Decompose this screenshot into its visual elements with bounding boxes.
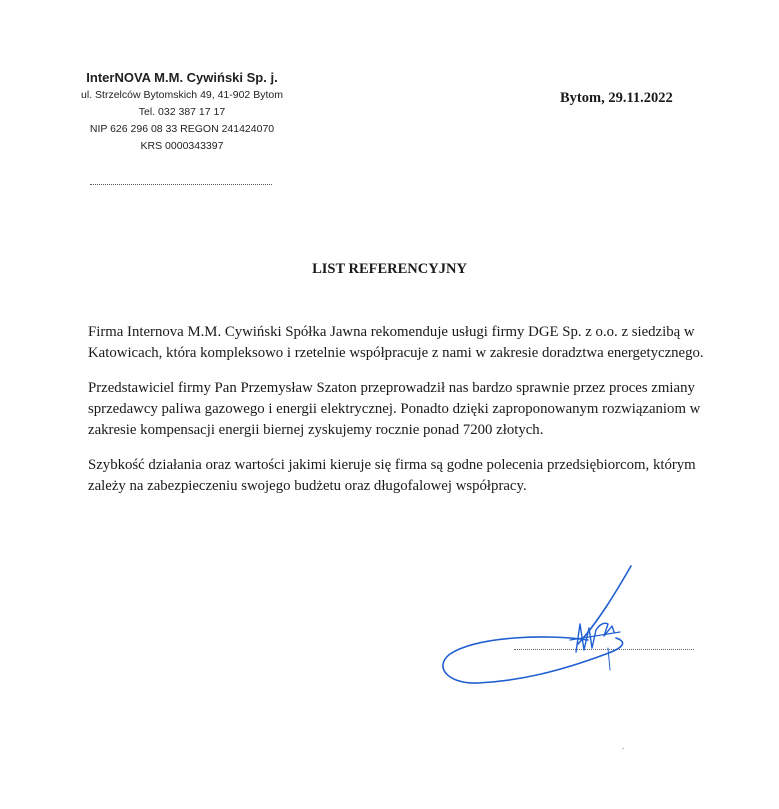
company-name: InterNOVA M.M. Cywiński Sp. j. [86, 70, 278, 85]
company-tax-ids: NIP 626 296 08 33 REGON 241424070 [89, 123, 275, 135]
signature-loop-stroke [443, 637, 623, 683]
sender-block [60, 70, 304, 155]
scan-mark [622, 748, 624, 749]
header-divider [90, 184, 272, 185]
place-and-date: Bytom, 29.11.2022 [560, 90, 673, 106]
letter-body [88, 322, 708, 511]
company-phone: Tel. 032 387 17 17 [138, 106, 226, 118]
handwritten-signature [438, 562, 698, 692]
letter-title: LIST REFERENCYJNY [312, 261, 467, 277]
paragraph-2: Przedstawiciel firmy Pan Przemysław Szaton przeprowadził nas bardzo sprawnie przez proces zmiany sprzedawcy paliwa gazowego i energii elektrycznej. Ponadto dzięki zaproponowanym rozwiązaniom w zakresie kompensacji energii biernej zyskujemy rocznie ponad 7200 złotych. [88, 380, 701, 438]
paragraph-1: Firma Internova M.M. Cywiński Spółka Jawna rekomenduje usługi firmy DGE Sp. z o.o. z siedzibą w Katowicach, która kompleksowo i rzetelnie współpracuje z nami w zakresie doradztwa energetycznego. [88, 324, 704, 361]
signature-tick-stroke [608, 648, 610, 670]
company-krs: KRS 0000343397 [140, 140, 224, 152]
company-address: ul. Strzelców Bytomskich 49, 41-902 Bytom [81, 89, 283, 101]
paragraph-3: Szybkość działania oraz wartości jakimi kieruje się firma są godne polecenia przedsiębiorcom, którym zależy na zabezpieczeniu swojego budżetu oraz długofalowej współpracy. [88, 457, 696, 494]
